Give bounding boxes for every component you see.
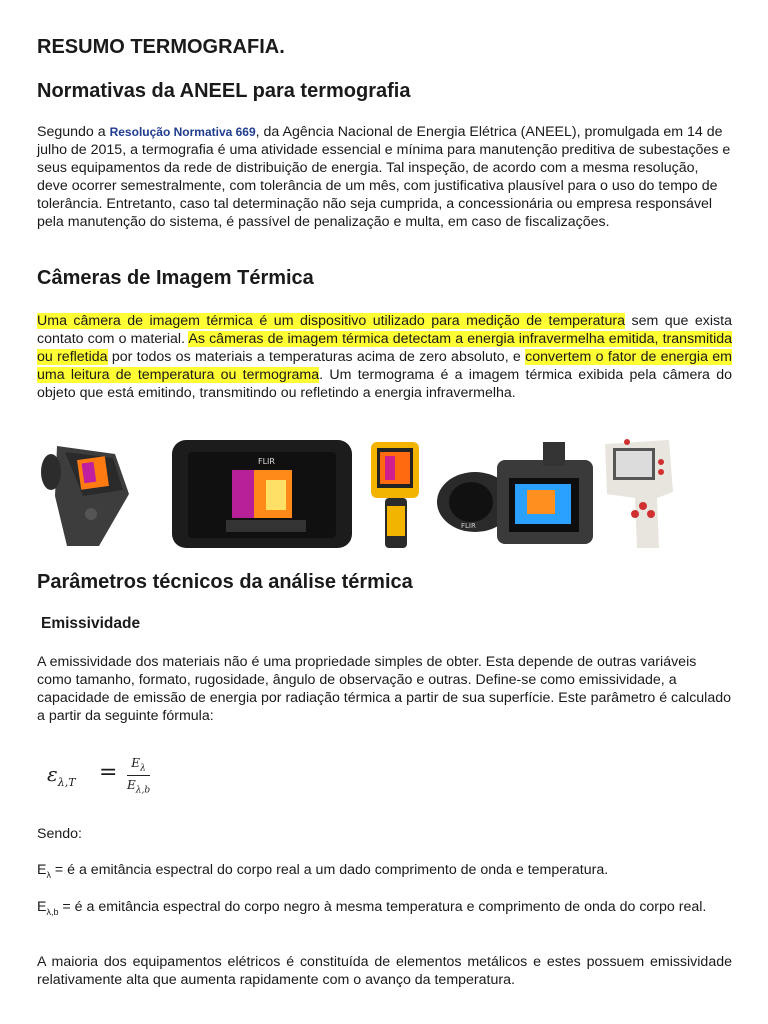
paragraph-equipamentos: A maioria dos equipamentos elétricos é constituída de elementos metálicos e estes possuem emissividade relativamente alta que aumenta rapidamente com o avanço da temperatura.	[37, 954, 732, 988]
def1-text: = é a emitância espectral do corpo real a um dado comprimento de onda e temperatura.	[50, 862, 609, 878]
highlight-1: Uma câmera de imagem térmica é um dispositivo utilizado para medição de temperatura	[37, 313, 625, 329]
formula-numerator-symbol: E	[131, 756, 141, 770]
white-camera-image	[597, 436, 697, 552]
highlight-2: As câmeras de imagem térmica detectam a energia infravermelha emitida, transmitida ou refletida	[37, 331, 733, 365]
highlight-3: convertem o fator de energia em uma leitura de temperatura ou termograma	[37, 349, 732, 383]
heading-normativas: Normativas da ANEEL para termografia	[37, 80, 411, 102]
def1-subscript: λ	[46, 869, 51, 880]
paragraph-normativas-lead: Segundo a	[37, 124, 110, 140]
definition-e-lambda-b	[37, 898, 732, 921]
handheld-camera-image-1	[37, 436, 165, 552]
paragraph-normativas-rest: , da Agência Nacional de Energia Elétrica (ANEEL), promulgada em 14 de julho de 2015, a termografia é uma atividade essencial e mínima para manutenção preditiva de subestações e seus equipamentos da rede de distribuição de energia. Tal inspeção, de acordo com a mesma resolução, deve ocorrer semestralmente, com tolerância de um mês, com justificativa plausível para o uso do tempo de tolerância. Entretanto, caso tal determinação não seja cumprida, a concessionária ou empresa responsável pela manutenção do sistema, é passível de penalização e multa, em caso de fiscalizações.	[37, 124, 731, 230]
formula-denominator	[127, 778, 150, 795]
formula-numerator-subscript: λ	[140, 763, 146, 774]
definition-e-lambda	[37, 861, 732, 884]
emissivity-formula	[47, 754, 187, 802]
formula-denominator-symbol: E	[127, 778, 136, 793]
formula-equals: =	[99, 760, 118, 785]
flir-brand-label: FLIR	[258, 457, 275, 466]
cameras-text-2: por todos os materiais a temperaturas acima de zero absoluto, e	[107, 349, 526, 365]
flir-large-camera-image	[437, 436, 595, 552]
def2-symbol: E	[37, 899, 47, 915]
document-title: RESUMO TERMOGRAFIA.	[37, 36, 285, 58]
formula-fraction	[127, 756, 150, 796]
paragraph-cameras	[37, 312, 732, 402]
def1-symbol: E	[37, 862, 47, 878]
formula-numerator	[127, 756, 150, 773]
formula-lhs-subscript: λ,T	[57, 776, 76, 789]
yellow-camera-image	[357, 436, 437, 552]
paragraph-normativas	[37, 123, 732, 231]
sendo-label: Sendo:	[37, 826, 82, 842]
heading-parametros: Parâmetros técnicos da análise térmica	[37, 571, 413, 593]
heading-emissividade: Emissividade	[41, 615, 141, 632]
cameras-text-1: sem que exista contato com o material.	[37, 313, 732, 347]
formula-lhs	[47, 762, 76, 789]
paragraph-emissividade: A emissividade dos materiais não é uma propriedade simples de obter. Esta depende de outras variáveis como tamanho, formato, rugosidade, ângulo de observação e outras. Define-se como emissividade, a capacidade de emissão de energia por radiação térmica a partir de sua superfície. Este parâmetro é calculado a partir da seguinte fórmula:	[37, 654, 732, 724]
formula-denominator-subscript: λ,b	[135, 785, 151, 796]
heading-cameras: Câmeras de Imagem Térmica	[37, 267, 314, 289]
flir-compact-camera-image	[168, 436, 356, 552]
camera-images-strip	[37, 436, 732, 552]
cameras-text-3: . Um termograma é a imagem térmica exibida pela câmera do objeto que está emitindo, transmitindo ou refletindo a energia infravermelha.	[37, 367, 733, 401]
resolucao-link[interactable]: Resolução Normativa 669	[109, 125, 256, 139]
flir-small-brand-label: FLIR	[461, 522, 476, 530]
formula-epsilon: ε	[47, 762, 58, 786]
def2-subscript: λ,b	[46, 906, 59, 917]
formula-fraction-bar	[127, 775, 150, 776]
def2-text: = é a emitância espectral do corpo negro à mesma temperatura e comprimento de onda do corpo real.	[58, 899, 707, 915]
